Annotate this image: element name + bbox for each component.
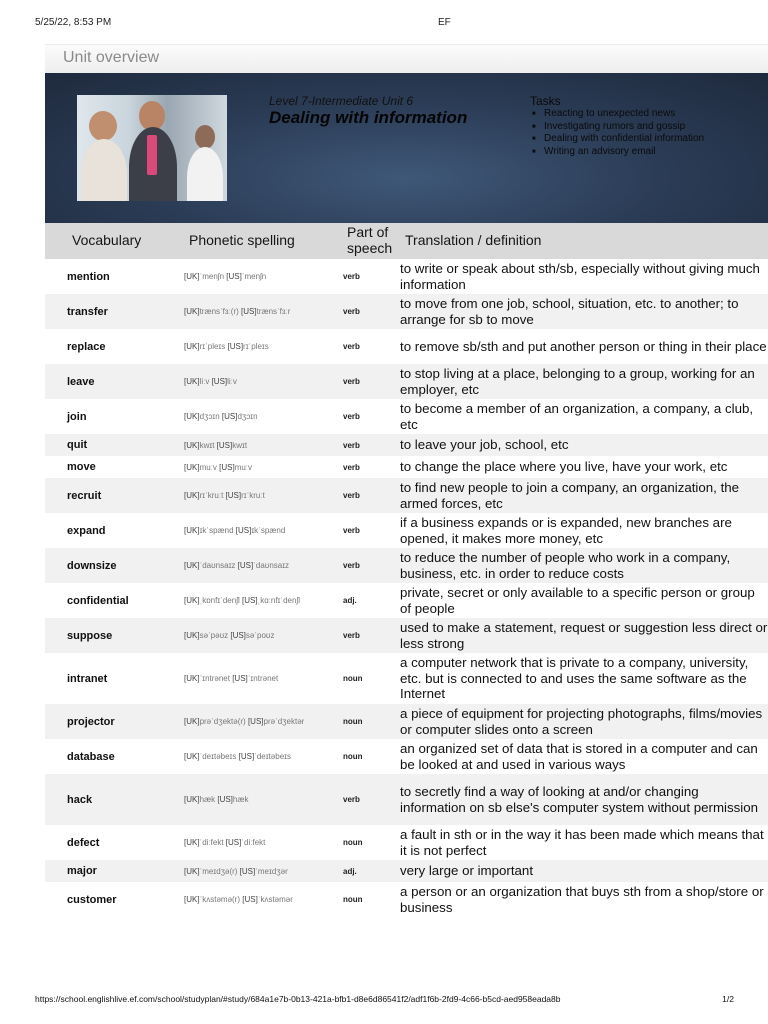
tasks-heading: Tasks	[530, 94, 561, 108]
phonetic-spelling: [UK]ˈɪntrənet [US]ˈɪntrənet	[184, 674, 279, 683]
print-header	[35, 17, 734, 31]
table-row	[45, 329, 768, 364]
vocabulary-table-header	[45, 223, 768, 259]
task-item: ■ Reacting to unexpected news	[530, 108, 704, 121]
phonetic-spelling: [UK]liːv [US]liːv	[184, 377, 237, 386]
print-site-title: EF	[438, 17, 451, 28]
part-of-speech: verb	[343, 307, 360, 316]
header-vocabulary: Vocabulary	[72, 232, 142, 248]
part-of-speech: verb	[343, 795, 360, 804]
vocab-word: move	[67, 461, 96, 473]
table-row	[45, 478, 768, 513]
part-of-speech: noun	[343, 838, 363, 847]
definition: a fault in sth or in the way it has been made which means that it is not perfect	[400, 826, 764, 858]
phonetic-spelling: [UK]ˌkɒnfɪˈdenʃl [US]ˌkɑːnfɪˈdenʃl	[184, 596, 300, 605]
vocab-word: replace	[67, 340, 106, 353]
definition: to secretly find a way of looking at and/or changing information on sb else's computer system without permission	[400, 783, 759, 815]
definition: used to make a statement, request or suggestion less direct or less strong	[400, 619, 768, 651]
vocab-word: transfer	[67, 305, 108, 318]
business-people-photo	[77, 95, 227, 201]
header-definition: Translation / definition	[405, 232, 542, 248]
tasks-list	[530, 108, 704, 158]
unit-banner	[45, 73, 768, 223]
part-of-speech: verb	[343, 377, 360, 386]
table-row	[45, 825, 768, 860]
unit-overview-card	[45, 44, 768, 917]
part-of-speech: adj.	[343, 596, 357, 605]
vocabulary-table-body	[45, 259, 768, 917]
table-row	[45, 704, 768, 739]
phonetic-spelling: [UK]ˈmeɪdʒə(r) [US]ˈmeɪdʒər	[184, 866, 288, 876]
vocab-word: database	[67, 750, 115, 763]
part-of-speech: verb	[343, 491, 360, 500]
table-row	[45, 583, 768, 618]
definition: a person or an organization that buys sth from a shop/store or business	[400, 883, 764, 915]
card-title: Unit overview	[45, 44, 768, 73]
header-phonetic: Phonetic spelling	[189, 232, 295, 248]
part-of-speech: noun	[343, 717, 363, 726]
phonetic-spelling: [UK]prəˈdʒektə(r) [US]prəˈdʒektər	[184, 717, 305, 726]
table-row	[45, 618, 768, 653]
vocab-word: quit	[67, 439, 88, 451]
vocab-word: mention	[67, 270, 110, 283]
phonetic-spelling: [UK]muːv [US]muːv	[184, 462, 253, 472]
definition: a computer network that is private to a company, university, etc. but is connected to and uses the same software as the Internet	[400, 655, 749, 702]
task-item: ■ Dealing with confidential information	[530, 133, 704, 146]
phonetic-spelling: [UK]ˈkʌstəmə(r) [US]ˈkʌstəmər	[184, 895, 293, 904]
table-row	[45, 364, 768, 399]
task-item: ■ Investigating rumors and gossip	[530, 121, 704, 134]
phonetic-spelling: [UK]ɪkˈspænd [US]ɪkˈspænd	[184, 526, 286, 535]
vocab-word: suppose	[67, 629, 113, 642]
definition: if a business expands or is expanded, new branches are opened, it makes more money, etc	[400, 514, 732, 546]
phonetic-spelling: [UK]ˈdeɪtəbeɪs [US]ˈdeɪtəbeɪs	[184, 752, 291, 761]
part-of-speech: noun	[343, 752, 363, 761]
table-row	[45, 653, 768, 704]
table-row	[45, 434, 768, 456]
part-of-speech: verb	[343, 462, 360, 472]
phonetic-spelling: [UK]ˈdiːfekt [US]ˈdiːfekt	[184, 838, 266, 847]
header-part-of-speech: Part of speech	[347, 224, 393, 256]
vocab-word: expand	[67, 524, 106, 537]
definition: to find new people to join a company, an organization, the armed forces, etc	[400, 479, 740, 511]
unit-title: Dealing with information	[269, 108, 468, 127]
definition: an organized set of data that is stored in a computer and can be looked at and used in various ways	[400, 740, 758, 772]
definition: to leave your job, school, etc	[400, 437, 569, 453]
table-row	[45, 882, 768, 917]
definition: private, secret or only available to a specific person or group of people	[400, 584, 755, 616]
definition: to move from one job, school, situation, etc. to another; to arrange for sb to move	[400, 295, 739, 327]
table-row	[45, 860, 768, 882]
definition: to reduce the number of people who work in a company, business, etc. in order to reduce costs	[400, 549, 731, 581]
definition: to stop living at a place, belonging to a group, working for an employer, etc	[400, 365, 755, 397]
vocab-word: hack	[67, 793, 93, 806]
unit-level: Level 7-Intermediate Unit 6	[269, 94, 414, 108]
table-row	[45, 399, 768, 434]
print-date: 5/25/22, 8:53 PM	[35, 17, 112, 28]
phonetic-spelling: [UK]rɪˈpleɪs [US]rɪˈpleɪs	[184, 342, 269, 351]
part-of-speech: adj.	[343, 866, 357, 876]
phonetic-spelling: [UK]hæk [US]hæk	[184, 795, 249, 804]
table-row	[45, 548, 768, 583]
part-of-speech: verb	[343, 440, 360, 450]
page-number: 1/2	[722, 994, 734, 1004]
table-row	[45, 294, 768, 329]
phonetic-spelling: [UK]dʒɔɪn [US]dʒɔɪn	[184, 412, 258, 421]
vocab-word: join	[67, 410, 87, 423]
phonetic-spelling: [UK]kwɪt [US]kwɪt	[184, 440, 248, 450]
part-of-speech: verb	[343, 526, 360, 535]
definition: to become a member of an organization, a company, a club, etc	[400, 400, 754, 432]
table-row	[45, 739, 768, 774]
part-of-speech: noun	[343, 674, 363, 683]
vocab-word: intranet	[67, 672, 108, 685]
part-of-speech: verb	[343, 561, 360, 570]
task-item: ■ Writing an advisory email	[530, 146, 704, 159]
phonetic-spelling: [UK]trænsˈfɜː(r) [US]trænsˈfɜːr	[184, 307, 291, 316]
phonetic-spelling: [UK]səˈpəʊz [US]səˈpoʊz	[184, 631, 275, 640]
print-url: https://school.englishlive.ef.com/school/studyplan/#study/684a1e7b-0b13-421a-bfb1-d8e6d86541f2/adf1f6b-2fd9-4c66-b5cd-aed958eada8b	[35, 994, 561, 1004]
part-of-speech: verb	[343, 342, 360, 351]
part-of-speech: verb	[343, 631, 360, 640]
phonetic-spelling: [UK]ˈmenʃn [US]ˈmenʃn	[184, 272, 267, 281]
definition: very large or important	[400, 863, 534, 879]
definition: to change the place where you live, have your work, etc	[400, 459, 728, 475]
vocab-word: confidential	[67, 594, 129, 607]
vocab-word: projector	[67, 715, 115, 728]
table-row	[45, 774, 768, 825]
definition: to write or speak about sth/sb, especially without giving much information	[400, 260, 760, 292]
phonetic-spelling: [UK]rɪˈkruːt [US]rɪˈkruːt	[184, 491, 265, 500]
part-of-speech: verb	[343, 272, 360, 281]
table-row	[45, 513, 768, 548]
definition: a piece of equipment for projecting photographs, films/movies or computer slides onto a screen	[400, 705, 763, 737]
vocab-word: downsize	[67, 559, 117, 572]
table-row	[45, 456, 768, 478]
part-of-speech: verb	[343, 412, 360, 421]
vocab-word: leave	[67, 375, 95, 388]
table-row	[45, 259, 768, 294]
vocab-word: customer	[67, 893, 117, 906]
vocab-word: major	[67, 865, 97, 877]
part-of-speech: noun	[343, 895, 363, 904]
phonetic-spelling: [UK]ˈdaʊnsaɪz [US]ˈdaʊnsaɪz	[184, 561, 290, 570]
vocab-word: recruit	[67, 489, 102, 502]
definition: to remove sb/sth and put another person or thing in their place	[400, 338, 767, 354]
vocab-word: defect	[67, 836, 100, 849]
